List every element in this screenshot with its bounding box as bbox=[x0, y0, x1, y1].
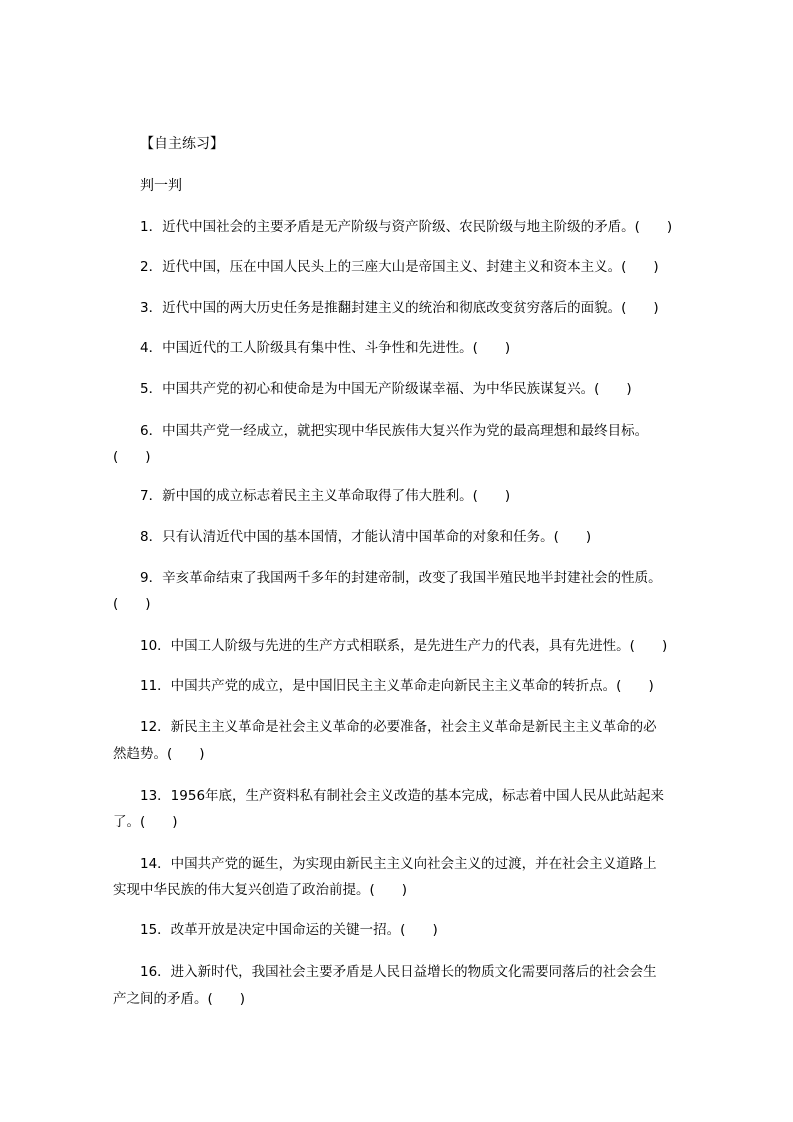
question-2: 2．近代中国，压在中国人民头上的三座大山是帝国主义、封建主义和资本主义。( ) bbox=[140, 259, 659, 275]
question-15: 15．改革开放是决定中国命运的关键一招。( ) bbox=[140, 922, 438, 938]
question-11: 11．中国共产党的成立，是中国旧民主主义革命走向新民主主义革命的转折点。( ) bbox=[140, 678, 654, 694]
question-4: 4．中国近代的工人阶级具有集中性、斗争性和先进性。( ) bbox=[140, 340, 511, 356]
question-13-line-1: 13．1956年底，生产资料私有制社会主义改造的基本完成，标志着中国人民从此站起来 bbox=[140, 788, 665, 804]
question-16-line-1: 16．进入新时代，我国社会主要矛盾是人民日益增长的物质文化需要同落后的社会会生 bbox=[140, 964, 657, 980]
section-title: 【自主练习】 bbox=[140, 136, 224, 152]
question-5: 5．中国共产党的初心和使命是为中国无产阶级谋幸福、为中华民族谋复兴。( ) bbox=[140, 381, 632, 397]
question-12-line-1: 12．新民主主义革命是社会主义革命的必要准备，社会主义革命是新民主主义革命的必 bbox=[140, 719, 657, 735]
question-14-line-1: 14．中国共产党的诞生，为实现由新民主主义向社会主义的过渡，并在社会主义道路上 bbox=[140, 856, 657, 872]
question-14-line-2: 实现中华民族的伟大复兴创造了政治前提。( ) bbox=[113, 882, 408, 898]
question-9-line-2: ( ) bbox=[113, 596, 151, 612]
question-3: 3．近代中国的两大历史任务是推翻封建主义的统治和彻底改变贫穷落后的面貌。( ) bbox=[140, 300, 659, 316]
question-8: 8．只有认清近代中国的基本国情，才能认清中国革命的对象和任务。( ) bbox=[140, 529, 592, 545]
question-6-line-2: ( ) bbox=[113, 449, 151, 465]
question-13-line-2: 了。( ) bbox=[113, 814, 178, 830]
question-16-line-2: 产之间的矛盾。( ) bbox=[113, 991, 246, 1007]
question-9-line-1: 9．辛亥革命结束了我国两千多年的封建帝制，改变了我国半殖民地半封建社会的性质。 bbox=[140, 570, 662, 586]
question-10: 10．中国工人阶级与先进的生产方式相联系，是先进生产力的代表，具有先进性。( ) bbox=[140, 638, 668, 654]
question-12-line-2: 然趋势。( ) bbox=[113, 746, 205, 762]
question-6-line-1: 6．中国共产党一经成立，就把实现中华民族伟大复兴作为党的最高理想和最终目标。 bbox=[140, 423, 649, 439]
question-7: 7．新中国的成立标志着民主主义革命取得了伟大胜利。( ) bbox=[140, 488, 511, 504]
subsection-title: 判一判 bbox=[140, 178, 182, 194]
question-1: 1．近代中国社会的主要矛盾是无产阶级与资产阶级、农民阶级与地主阶级的矛盾。( ) bbox=[140, 219, 673, 235]
